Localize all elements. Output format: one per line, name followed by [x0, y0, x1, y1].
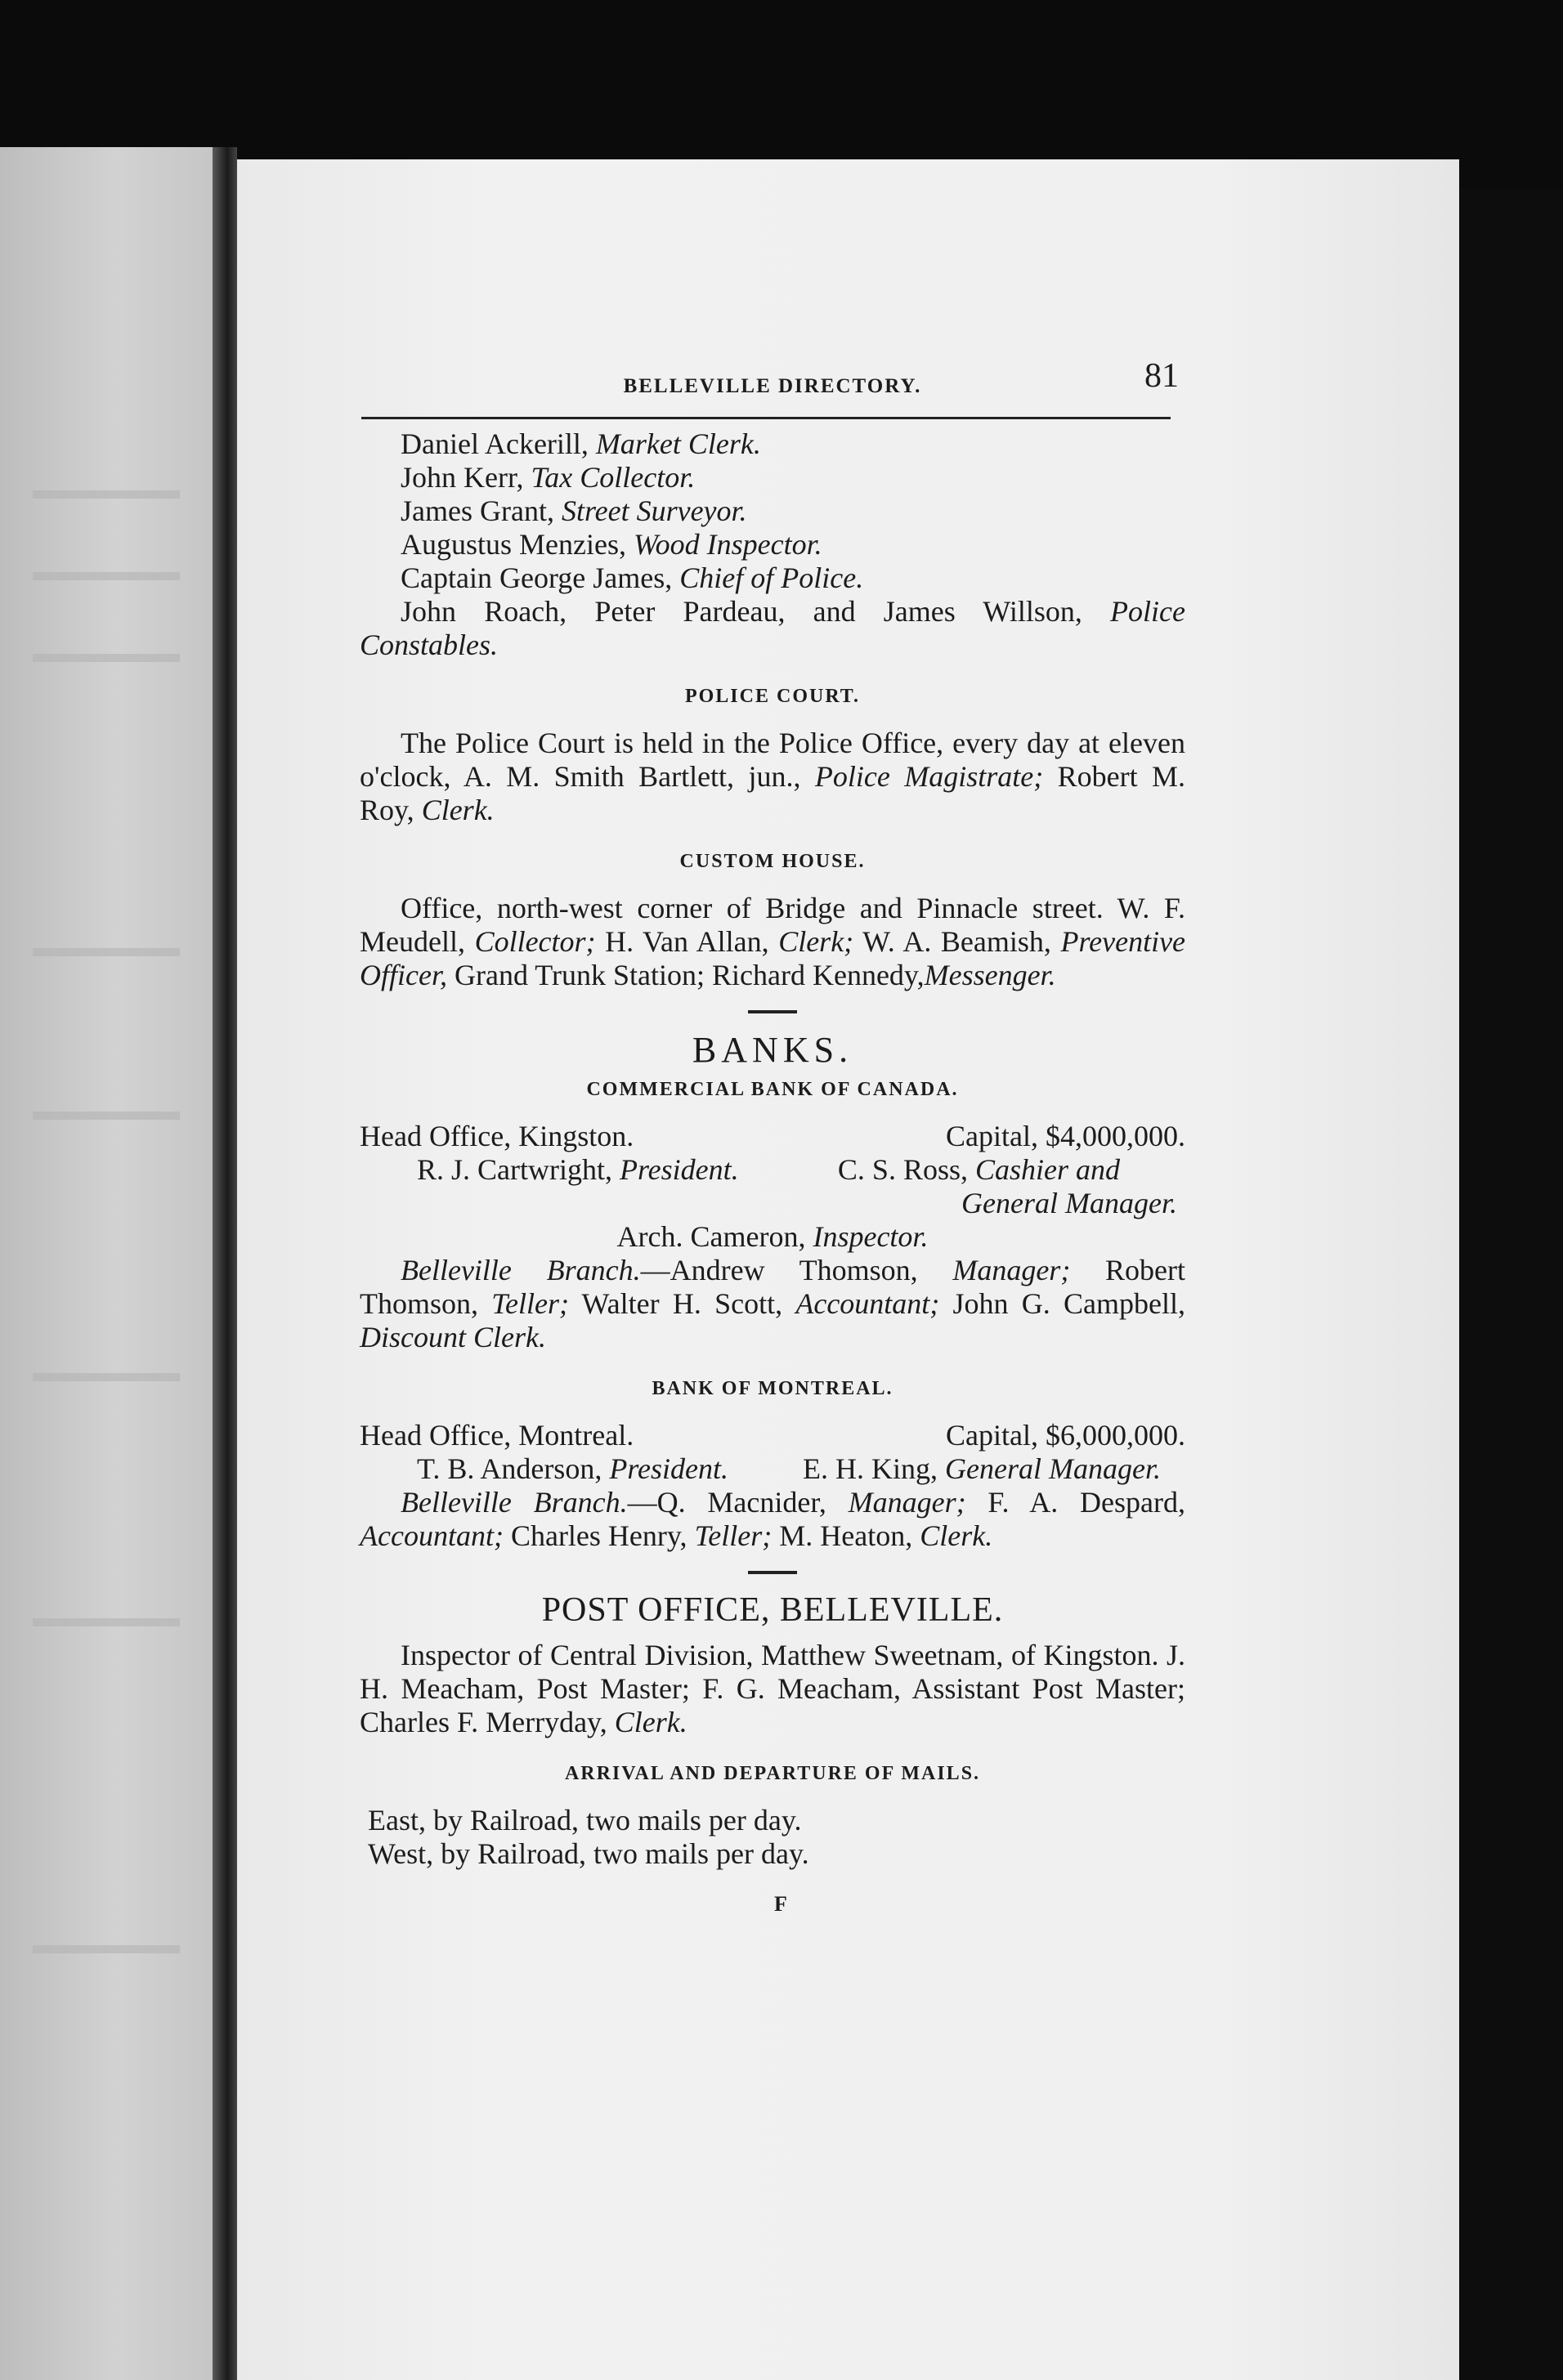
text-run: —Q. Macnider,: [627, 1486, 826, 1519]
text-run: Robert Thomson,: [360, 1254, 1185, 1320]
official-name: Captain George James,: [401, 561, 673, 594]
official-title: Wood Inspector.: [633, 528, 822, 561]
police-court-text: [360, 727, 1185, 827]
montreal-head-office-row: [360, 1419, 1185, 1452]
inspector-name: Arch. Cameron,: [616, 1220, 806, 1253]
section-divider: [748, 1571, 797, 1574]
text-run: Walter H. Scott,: [581, 1287, 783, 1320]
president-name: T. B. Anderson,: [417, 1452, 602, 1485]
title-run: Teller;: [694, 1519, 773, 1552]
page-number: 81: [1144, 357, 1179, 395]
banks-title: BANKS.: [692, 1030, 853, 1070]
official-name: John Kerr,: [401, 461, 524, 494]
signature-mark: F: [774, 1892, 787, 1916]
official-entry: [360, 528, 1185, 561]
mail-east: East, by Railroad, two mails per day.: [368, 1804, 802, 1836]
title-run: Preventive Officer,: [360, 925, 1186, 991]
text-run: Office, north-west corner of Bridge and Pinnacle street. W. F. Meudell,: [360, 892, 1185, 958]
official-entry: [360, 494, 1185, 528]
text-run: Robert M. Roy,: [360, 760, 1186, 826]
title-run: Accountant;: [360, 1519, 504, 1552]
montreal-president-row: [360, 1452, 1185, 1486]
official-entry: [360, 461, 1185, 494]
text-run: W. A. Beamish,: [862, 925, 1051, 958]
official-name: Daniel Ackerill,: [401, 427, 589, 460]
official-title: Market Clerk.: [595, 427, 761, 460]
text-run: Grand Trunk Station; Richard Kennedy,: [454, 959, 925, 991]
title-run: Manager;: [848, 1486, 966, 1519]
mail-west: West, by Railroad, two mails per day.: [368, 1837, 809, 1870]
commercial-president-row: [360, 1153, 1185, 1187]
running-head: BELLEVILLE DIRECTORY.: [623, 375, 922, 397]
commercial-inspector: [360, 1220, 1185, 1254]
text-run: The Police Court is held in the Police Office, every day at eleven o'clock, A. M. Smith Bartlett, jun.,: [360, 727, 1185, 793]
official-entry: [360, 427, 1185, 461]
scan-background: [1459, 188, 1563, 2380]
head-office: Head Office, Kingston.: [360, 1120, 634, 1152]
president-title: President.: [620, 1153, 739, 1186]
bank-of-montreal-heading: BANK OF MONTREAL.: [652, 1378, 893, 1399]
cashier-title-continued: [360, 1187, 1185, 1220]
constables-names: John Roach, Peter Pardeau, and James Willson,: [401, 595, 1082, 628]
title-run: Manager;: [952, 1254, 1071, 1286]
title-run: Messenger.: [924, 959, 1056, 991]
commercial-belleville-branch: [360, 1254, 1185, 1354]
title-run: Discount Clerk.: [360, 1321, 546, 1353]
header-rule: [361, 417, 1171, 419]
official-name: Augustus Menzies,: [401, 528, 626, 561]
official-title: Tax Collector.: [531, 461, 696, 494]
title-run: Accountant;: [795, 1287, 940, 1320]
inspector-title: Inspector.: [813, 1220, 929, 1253]
title-run: Clerk.: [421, 794, 495, 826]
commercial-head-office-row: [360, 1120, 1185, 1153]
commercial-bank-heading: COMMERCIAL BANK OF CANADA.: [586, 1079, 959, 1100]
title-run: Clerk.: [614, 1706, 687, 1738]
title-run: Clerk;: [778, 925, 854, 958]
cashier-title-line2: General Manager.: [961, 1187, 1177, 1219]
official-title: Chief of Police.: [679, 561, 864, 594]
montreal-belleville-branch: [360, 1486, 1185, 1553]
president: [417, 1452, 728, 1486]
constables-title: Police Constables.: [360, 595, 1185, 661]
capital: Capital, $4,000,000.: [946, 1120, 1185, 1152]
previous-page-edge: [0, 147, 213, 2380]
police-court-heading: POLICE COURT.: [684, 686, 861, 707]
gm-title: General Manager.: [945, 1452, 1161, 1485]
book-gutter: [213, 147, 237, 2380]
general-manager: [803, 1452, 1161, 1486]
gm-name: E. H. King,: [803, 1452, 938, 1485]
section-divider: [748, 1010, 797, 1013]
cashier-title: Cashier and: [974, 1153, 1120, 1186]
mails-heading: ARRIVAL AND DEPARTURE OF MAILS.: [564, 1763, 981, 1784]
text-run: Charles Henry,: [510, 1519, 687, 1552]
title-run: Clerk.: [920, 1519, 993, 1552]
text-run: H. Van Allan,: [605, 925, 769, 958]
title-run: Collector;: [474, 925, 596, 958]
text-run: John G. Campbell,: [952, 1287, 1186, 1320]
capital: Capital, $6,000,000.: [946, 1419, 1185, 1452]
page-content: [360, 357, 1186, 1921]
branch-label: Belleville Branch.: [401, 1486, 628, 1519]
text-run: —Andrew Thomson,: [640, 1254, 918, 1286]
page-header: [360, 357, 1185, 417]
official-title: Street Surveyor.: [561, 494, 747, 527]
constables-entry: [360, 595, 1185, 662]
text-run: M. Heaton,: [779, 1519, 913, 1552]
cashier-name: C. S. Ross,: [837, 1153, 968, 1186]
official-name: James Grant,: [401, 494, 554, 527]
custom-house-text: [360, 892, 1185, 992]
custom-house-heading: CUSTOM HOUSE.: [679, 851, 866, 872]
cashier: [838, 1153, 1120, 1187]
post-office-title: POST OFFICE, BELLEVILLE.: [541, 1591, 1004, 1629]
text-run: Inspector of Central Division, Matthew Sweetnam, of Kingston. J. H. Meacham, Post Master; F. G. Meacham, Assistant Post Master; Charles F. Merryday,: [360, 1639, 1185, 1738]
post-office-text: [360, 1639, 1185, 1739]
title-run: Police Magistrate;: [814, 760, 1044, 793]
president-title: President.: [609, 1452, 728, 1485]
text-run: F. A. Despard,: [988, 1486, 1186, 1519]
head-office: Head Office, Montreal.: [360, 1419, 634, 1452]
president: [417, 1153, 739, 1187]
official-entry: [360, 561, 1185, 595]
branch-label: Belleville Branch.: [401, 1254, 641, 1286]
president-name: R. J. Cartwright,: [417, 1153, 612, 1186]
title-run: Teller;: [491, 1287, 569, 1320]
